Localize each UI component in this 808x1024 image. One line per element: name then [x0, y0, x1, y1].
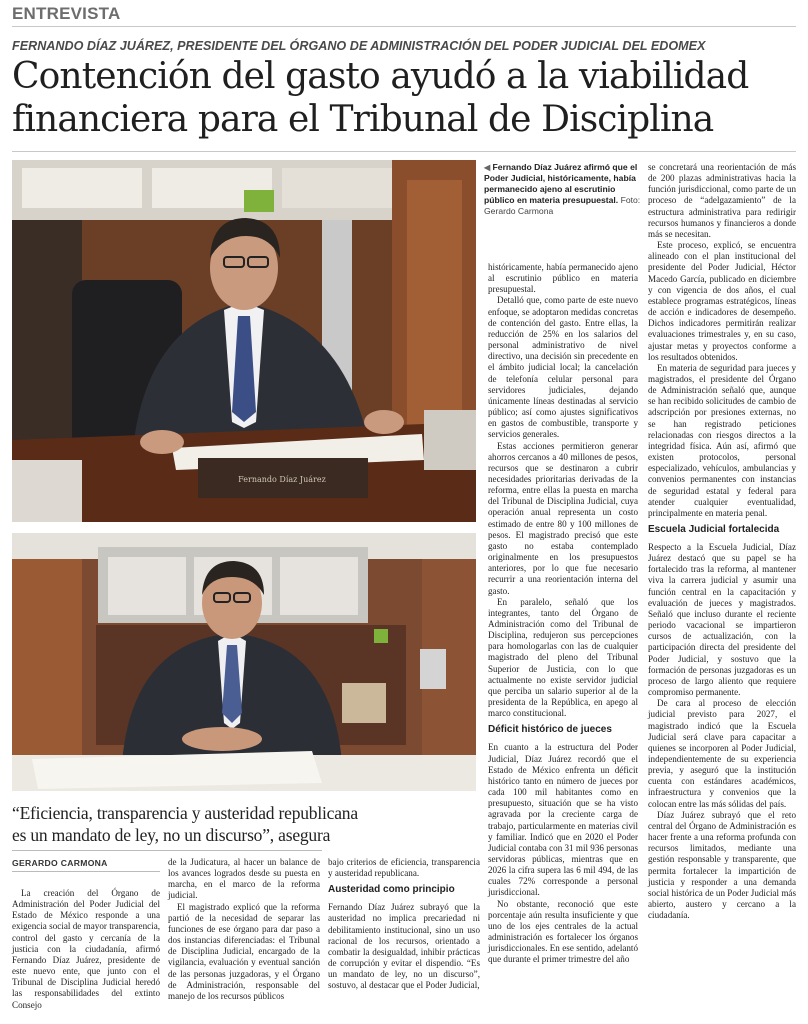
paragraph: No obstante, reconoció que este porcentaje aún resulta insuficiente y que uno de los ejes centrales de la actual administración es fortalecer los órganos jurisdiccionales. En ese sentido, adelantó que durante el primer trimestre del año: [488, 898, 638, 965]
article-column-4: [488, 262, 638, 966]
paragraph: se concretará una reorientación de más de 200 plazas administrativas hacia la función jurisdiccional, como parte de un proceso de “adelgazamiento” de la estructura administrativa para redirigir recursos humanos y financieros a donde más se necesitan.: [648, 162, 796, 239]
headline-line-1: Contención del gasto ayudó a la viabilidad: [12, 56, 749, 97]
subheading-escuela: Escuela Judicial fortalecida: [648, 524, 780, 535]
photo-caption: [484, 162, 644, 217]
photo-interview-desk: [12, 160, 476, 522]
paragraph: El magistrado explicó que la reforma partió de la necesidad de separar las funciones de ese órgano para dar paso a dos instancias diferenciadas: el Tribunal de Disciplina Judicial, encargado de la vigilancia, evaluación y eventual sanción de las personas juzgadoras, y el Órgano de Administración, responsable del manejo de los recursos públicos: [168, 901, 320, 1001]
photo-office-illustration: [12, 533, 476, 791]
paragraph: Este proceso, explicó, se encuentra alineado con el plan institucional del presidente del Poder Judicial, Héctor Macedo García, publicado en diciembre y con vigencia de dos años, el cual establece programas estratégicos, líneas de acción e indicadores de desempeño. Dichos indicadores permitirán realizar evaluaciones trimestrales y, en su caso, ajustar metas y proyectos conforme a los resultados obtenidos.: [648, 240, 796, 362]
paragraph: de la Judicatura, al hacer un balance de los avances logrados desde su puesta en marcha, en el marco de la reforma judicial.: [168, 857, 320, 901]
paragraph: En cuanto a la estructura del Poder Judicial, Díaz Juárez recordó que el Estado de México enfrenta un déficit histórico tanto en número de jueces por cada 100 mil habitantes como en presupuesto, situación que se ha visto agravada por la creciente carga de trabajo, particularmente en materias civil y familiar. Indicó que en 2020 el Poder Judicial contaba con 31 mil 936 personas servidoras públicas, mientras que en 2026 la cifra supera las 6 mil 494, de las cuales 72% corresponde a personal jurisdiccional.: [488, 742, 639, 898]
kicker: FERNANDO DÍAZ JUÁREZ, PRESIDENTE DEL ÓRGANO DE ADMINISTRACIÓN DEL PODER JUDICIAL DEL EDOMEX: [12, 39, 706, 53]
photo-desk-illustration: [12, 160, 476, 522]
paragraph: En paralelo, señaló que los integrantes, tanto del Órgano de Administración como del Tribunal de Disciplina, redujeron sus percepciones para homologarlas con las de cualquier magistrado del pleno del Tribunal Superior de Justicia, con lo que actualmente no existe servidor judicial que perciba un salario superior al de la presidenta de la República, en apego al marco constitucional.: [488, 596, 638, 719]
article-column-5: [648, 162, 796, 921]
paragraph: La creación del Órgano de Administración del Poder Judicial del Estado de México responde a una exigencia social de mayor transparencia, control del gasto y cercanía de la justicia con la ciudadanía, afirmó Fernando Díaz Juárez, presidente de este nuevo ente, que junto con el Tribunal de Disciplina Judicial heredó las responsabilidades del extinto Consejo: [12, 888, 160, 1010]
paragraph: Díaz Juárez subrayó que el reto central del Órgano de Administración es hacer frente a una reforma profunda con recursos limitados, mediante una gestión responsable y transparente, que permita fortalecer la impartición de justicia y responder a una demanda social histórica de un Poder Judicial más abierto, austero y cercano a la ciudadanía.: [648, 809, 796, 921]
caption-credit: Foto: Gerardo Carmona: [484, 195, 641, 216]
section-label: ENTREVISTA: [12, 4, 121, 23]
quote-rule: [12, 850, 322, 851]
paragraph: Fernando Díaz Juárez subrayó que la austeridad no implica precariedad ni debilitamiento institucional, sino un uso racional de los recursos, orientado a combatir la desigualdad, inhibir prácticas de corrupción y evitar el dispendio. “Es un mandato de ley, no un discurso”, sostuvo, al destacar que el Poder Judicial,: [328, 902, 480, 991]
article-column-1: [12, 888, 160, 1011]
desk-nameplate-text: Fernando Díaz Juárez: [238, 475, 326, 484]
pull-quote-line-2: es un mandato de ley, no un discurso”, asegura: [12, 825, 331, 845]
paragraph: bajo criterios de eficiencia, transparencia y austeridad republicana.: [328, 857, 480, 879]
caption-text: Fernando Díaz Juárez afirmó que el Poder Judicial, históricamente, había permanecido ajeno al escrutinio público en materia presupuestal.: [484, 162, 638, 205]
subheading-austeridad: Austeridad como principio: [328, 884, 455, 896]
headline-rule: [12, 151, 796, 152]
article-column-3: [328, 857, 480, 992]
paragraph: históricamente, había permanecido ajeno al escrutinio público en materia presupuestal.: [488, 262, 638, 295]
paragraph: Respecto a la Escuela Judicial, Díaz Juárez destacó que su papel se ha fortalecido tras la reforma, al mantener viva la carrera judicial y asumir una función central en la capacitación y evaluación de jueces y magistrados. Señaló que incluso durante el reciente periodo vacacional se impartieron cursos de actualización, con la participación directa del presidente del Poder Judicial, y sostuvo que la formación de personas juzgadoras es un proceso de largo aliento que requiere compromiso permanente.: [648, 542, 796, 698]
photo-interview-office: [12, 533, 476, 791]
headline-line-2: financiera para el Tribunal de Disciplina: [12, 99, 714, 140]
top-rule: [12, 26, 796, 27]
byline: GERARDO CARMONA: [12, 858, 108, 868]
byline-rule: [12, 871, 160, 872]
paragraph: Detalló que, como parte de este nuevo enfoque, se adoptaron medidas concretas de contención del gasto. Entre ellas, la reducción de 25% en los salarios del personal administrativo de nivel directivo, una decisión sin precedente en el ámbito judicial local; la cancelación de telefonía celular personal para servidores judiciales, dejando únicamente líneas destinadas al servicio público; así como ajustes significativos en gastos de combustible, transporte y servicios generales.: [488, 295, 638, 440]
pull-quote-line-1: “Eficiencia, transparencia y austeridad republicana: [12, 803, 358, 823]
subheading-deficit: Déficit histórico de jueces: [488, 724, 612, 736]
paragraph: En materia de seguridad para jueces y magistrados, el presidente del Órgano de Administración señaló que, aunque se han recibido solicitudes de cambio de adscripción por presiones externas, no se han registrado peticiones relacionadas con riesgos directos a la integridad física. Aún así, afirmó que existen protocolos, personal especializado, vehículos, ambulancias y convenios permanentes con instancias de seguridad estatal y federal para atender cualquier eventualidad, principalmente en materia penal.: [648, 362, 796, 518]
caption-arrow-icon: ◀: [484, 163, 491, 172]
article-column-2: [168, 857, 320, 1002]
paragraph: Estas acciones permitieron generar ahorros cercanos a 40 millones de pesos, recursos que se destinaron a cubrir necesidades prioritarias derivadas de la reforma, entre ellas la puesta en marcha del Tribunal de Disciplina Judicial, cuya operación anual representa un costo estimado de entre 80 y 100 millones de pesos. El magistrado precisó que este gasto no estaba contemplado originalmente en los presupuestos anteriores, por lo que fue necesario recurrir a una reorientación interna del gasto.: [488, 440, 638, 596]
paragraph: De cara al proceso de elección judicial previsto para 2027, el magistrado indicó que la Escuela Judicial será clave para capacitar a quienes se incorporen al Poder Judicial, independientemente de su experiencia previa, y aseguró que la institución cuenta con estándares académicos, infraestructura y convenios que la colocan entre las más sólidas del país.: [648, 698, 796, 809]
